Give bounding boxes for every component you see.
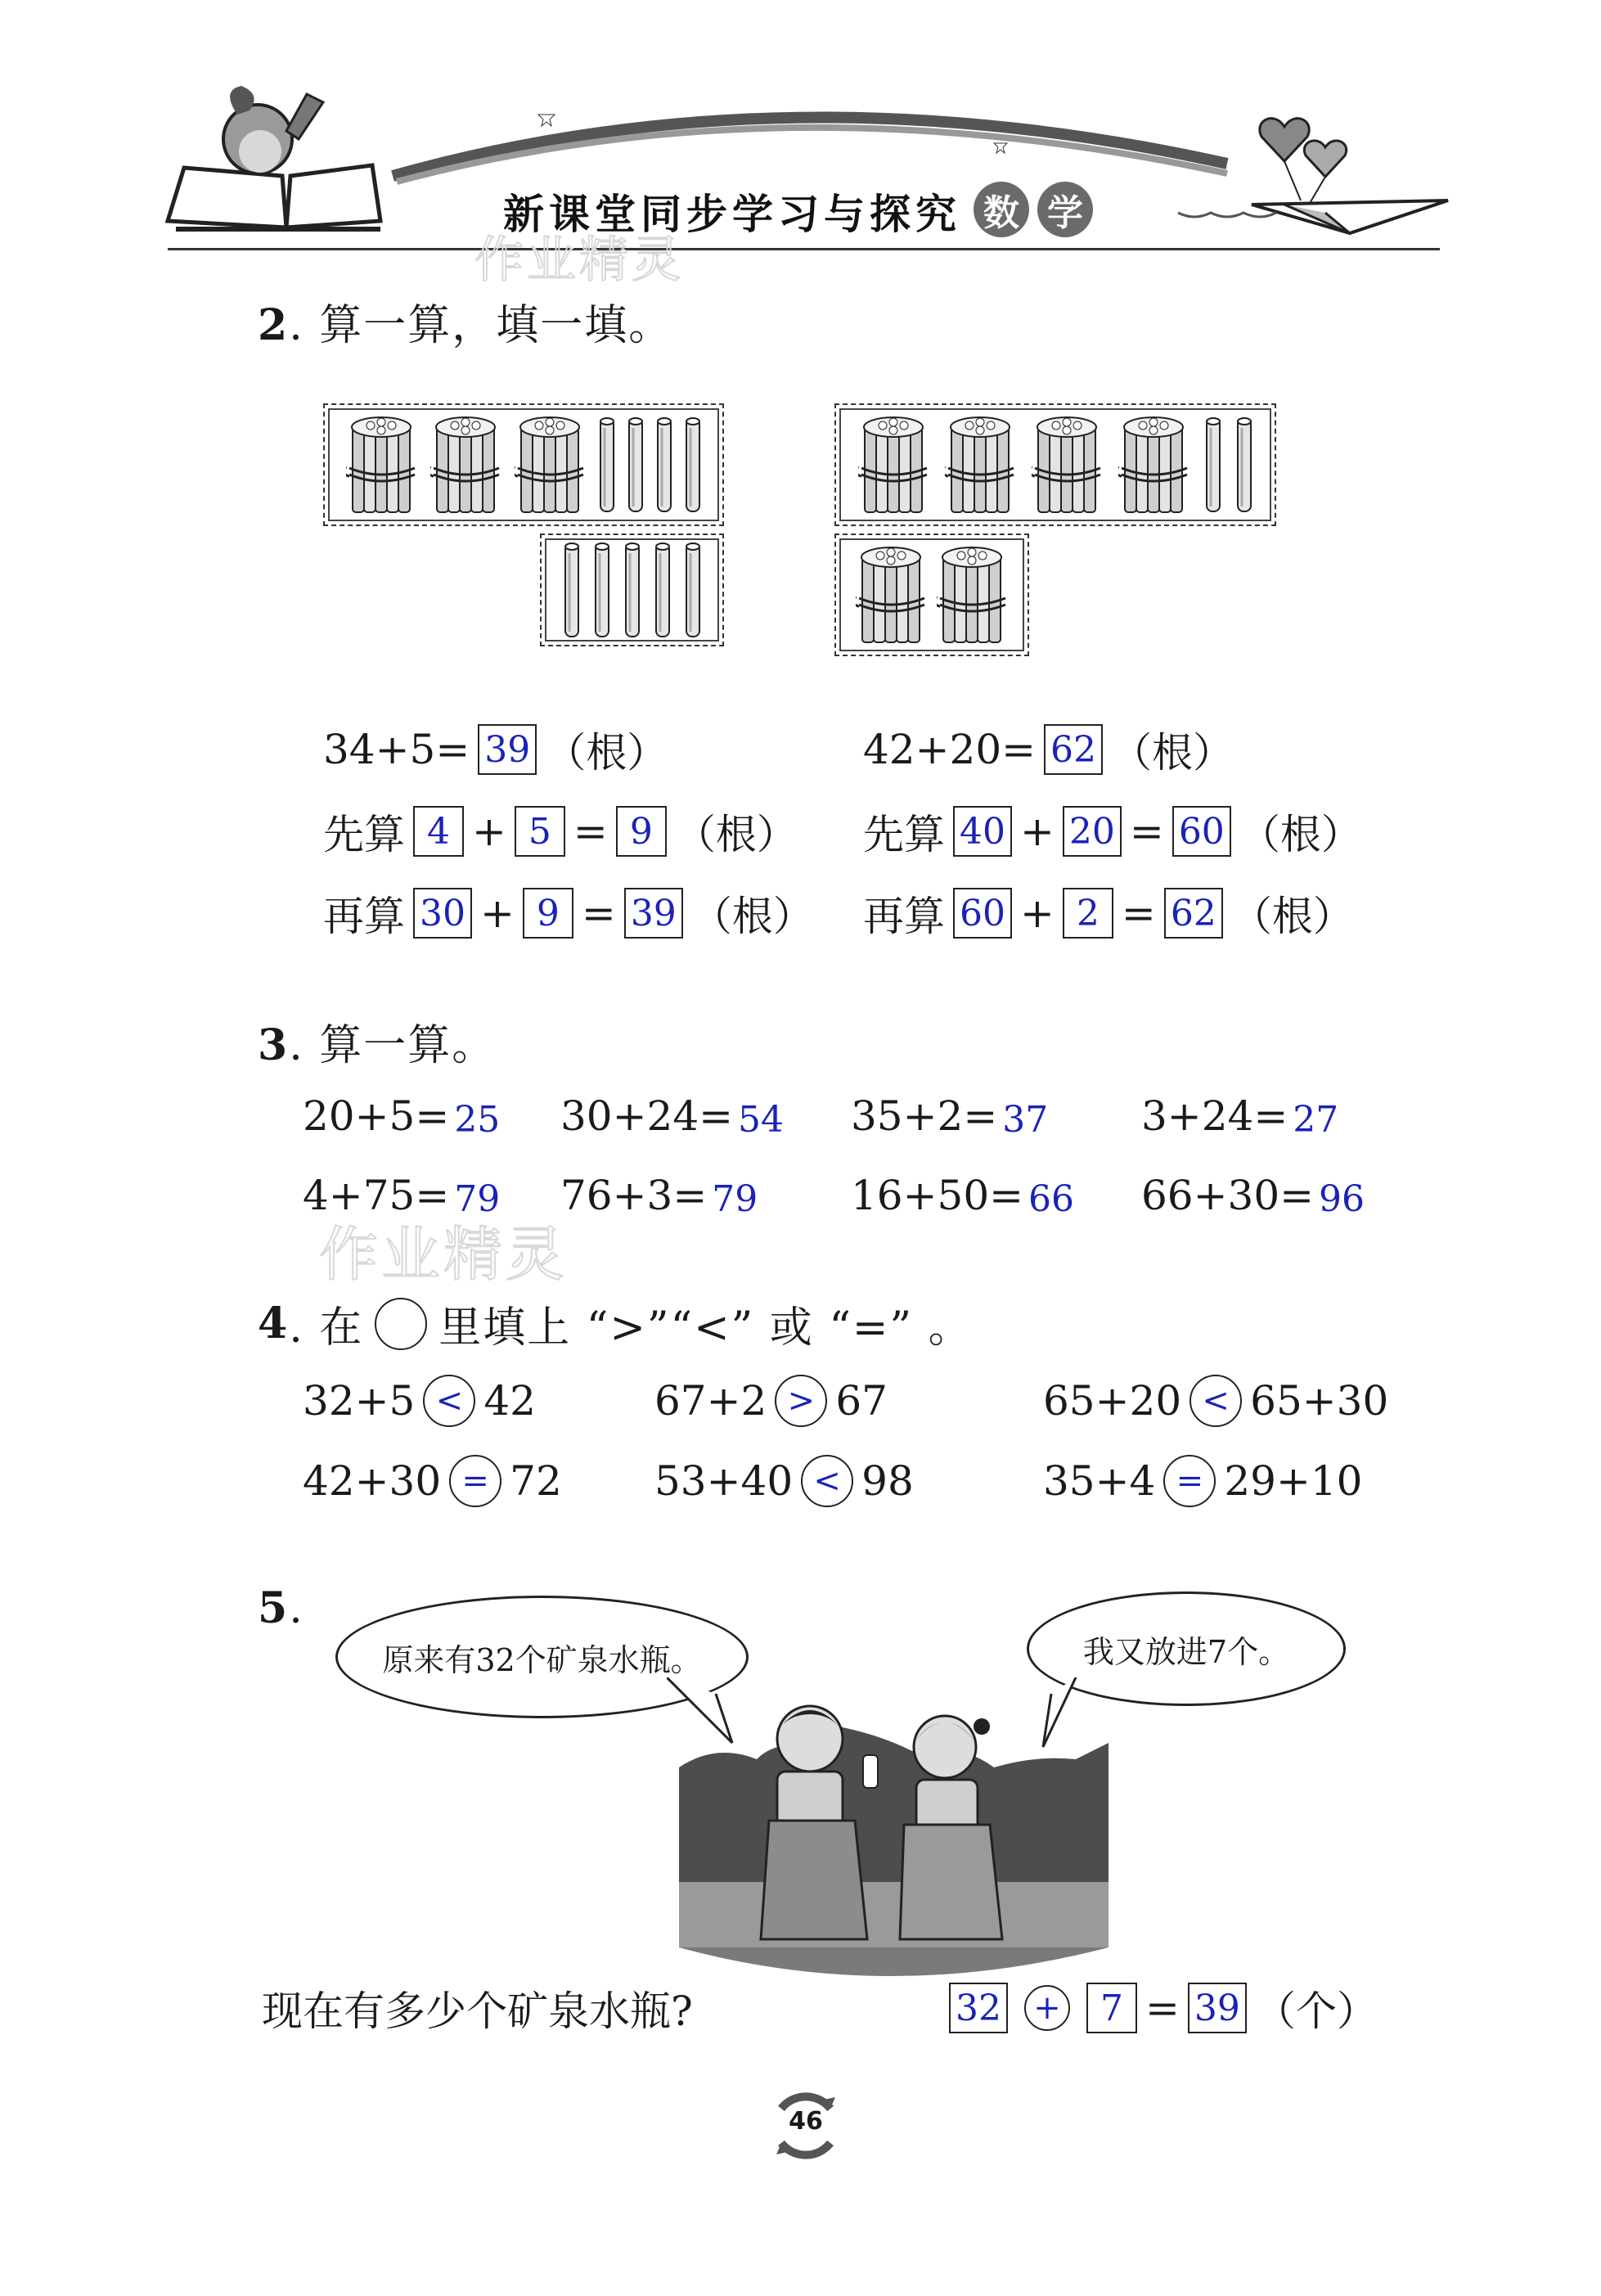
q4-right: 98	[861, 1457, 914, 1505]
watermark: 作业精灵	[474, 232, 684, 289]
single-stick-icon	[624, 542, 641, 638]
answer-box[interactable]: 62	[1164, 888, 1223, 939]
q4-item	[1043, 1375, 1388, 1427]
step-label: 先算	[323, 811, 405, 858]
q4-right: 42	[483, 1377, 536, 1425]
q3-item	[1141, 1172, 1365, 1219]
stick-bundle-icon	[1118, 416, 1190, 514]
header-title: 新课堂同步学习与探究	[503, 190, 961, 238]
q3-expr: 30+24=	[560, 1092, 734, 1140]
q3-item	[560, 1092, 784, 1140]
step-label: 再算	[863, 893, 945, 940]
q2-title-text: . 算一算，填一填。	[289, 301, 673, 350]
q2-right-row3	[863, 884, 1354, 943]
compare-circle[interactable]: =	[449, 1455, 501, 1507]
answer-box[interactable]: 32	[949, 1983, 1008, 2033]
q4-right: 65+30	[1250, 1377, 1389, 1425]
q4-title-pre: . 在	[289, 1303, 364, 1353]
q4-left: 32+5	[303, 1377, 416, 1425]
q2-number: 2	[258, 300, 290, 350]
q4-item	[303, 1375, 536, 1427]
q5-title-text: .	[289, 1584, 304, 1633]
watermark: 作业精灵	[319, 1220, 569, 1289]
answer-box[interactable]: 60	[1172, 806, 1231, 857]
speech-bubble-right: 我又放进7个。	[1027, 1591, 1346, 1706]
answer-box[interactable]: 2	[1063, 888, 1113, 939]
q3-title-text: . 算一算。	[289, 1021, 497, 1070]
step-label: 先算	[863, 811, 945, 858]
q3-answer[interactable]: 96	[1319, 1177, 1365, 1220]
answer-box[interactable]: 9	[523, 888, 573, 939]
single-stick-icon	[654, 542, 671, 638]
page-number: 46	[789, 2107, 823, 2136]
q2-left-row3	[323, 884, 814, 943]
unit-label: （个）	[1254, 1988, 1378, 2035]
single-stick-icon	[564, 542, 580, 638]
q5-question-row	[262, 1979, 693, 2037]
sticks-group-20	[834, 533, 1029, 656]
stick-bundle-icon	[346, 416, 418, 514]
unit-label: （根）	[1230, 893, 1354, 940]
single-stick-icon	[1236, 416, 1252, 513]
q4-item	[654, 1375, 888, 1427]
equals-sign: =	[1121, 889, 1156, 937]
plus-sign: +	[1020, 889, 1055, 937]
q3-answer[interactable]: 27	[1293, 1098, 1339, 1141]
q2-left-row1	[323, 720, 668, 779]
stick-bundle-icon	[945, 416, 1017, 514]
single-stick-icon	[656, 416, 672, 513]
single-stick-icon	[685, 542, 701, 638]
answer-box[interactable]: 5	[515, 806, 565, 857]
q2-right-row1	[863, 720, 1234, 779]
q5-answer-row	[941, 1979, 1378, 2037]
sticks-group-5	[540, 533, 724, 646]
q2-left-row2	[323, 802, 798, 861]
q3-answer[interactable]: 25	[454, 1098, 501, 1141]
q4-item	[303, 1455, 562, 1507]
compare-circle[interactable]: >	[775, 1375, 827, 1427]
compare-circle[interactable]: <	[1190, 1375, 1242, 1427]
q4-item	[654, 1455, 914, 1507]
q4-number: 4	[258, 1299, 290, 1348]
single-stick-icon	[627, 416, 644, 513]
header-divider	[168, 248, 1440, 250]
plus-sign: +	[480, 889, 515, 937]
answer-box[interactable]: 39	[1188, 1983, 1247, 2033]
q4-left: 65+20	[1043, 1377, 1182, 1425]
q3-expr: 3+24=	[1141, 1092, 1288, 1140]
q4-right: 29+10	[1224, 1457, 1363, 1505]
answer-box[interactable]: 7	[1086, 1983, 1137, 2033]
q3-answer[interactable]: 79	[712, 1177, 758, 1220]
answer-box[interactable]: 20	[1063, 806, 1122, 857]
children-illustration	[667, 1677, 1121, 1997]
answer-box[interactable]: 60	[953, 888, 1012, 939]
unit-label: （根）	[1239, 811, 1362, 858]
q3-item	[1141, 1092, 1338, 1140]
q3-number: 3	[258, 1020, 290, 1070]
q4-left: 42+30	[303, 1457, 442, 1505]
answer-box[interactable]: 9	[616, 806, 667, 857]
sticks-group-34	[323, 403, 724, 526]
q4-title-post: 里填上 “>”“<” 或 “=” 。	[438, 1303, 973, 1353]
single-stick-icon	[599, 416, 615, 513]
step-label: 再算	[323, 893, 405, 940]
compare-circle[interactable]: <	[801, 1455, 853, 1507]
equals-sign: =	[573, 808, 608, 855]
sticks-group-42	[834, 403, 1276, 526]
q4-left: 67+2	[654, 1377, 767, 1425]
stick-bundle-icon	[430, 416, 502, 514]
answer-box[interactable]: 30	[413, 888, 472, 939]
single-stick-icon	[685, 416, 701, 513]
q2-right-row2	[863, 802, 1362, 861]
compare-circle[interactable]: <	[423, 1375, 475, 1427]
q3-expr: 66+30=	[1141, 1172, 1315, 1219]
stick-bundle-icon	[856, 546, 928, 644]
stick-bundle-icon	[937, 546, 1009, 644]
q3-answer[interactable]: 79	[454, 1177, 501, 1220]
q3-answer[interactable]: 66	[1028, 1177, 1075, 1220]
subject-badge-1: 数	[974, 182, 1029, 237]
plus-sign: +	[472, 808, 506, 855]
q3-item	[560, 1172, 758, 1219]
q3-expr: 76+3=	[560, 1172, 708, 1219]
q2-left-expr: 34+5=	[323, 726, 470, 773]
answer-box[interactable]: 39	[478, 724, 537, 775]
answer-box[interactable]: 39	[624, 888, 683, 939]
q4-left: 35+4	[1043, 1457, 1156, 1505]
q3-item	[851, 1172, 1074, 1219]
blank-circle-icon	[375, 1298, 427, 1350]
speech-bubble-left: 原来有32个矿泉水瓶。	[335, 1596, 749, 1718]
q3-item	[851, 1092, 1048, 1140]
q4-left: 53+40	[654, 1457, 794, 1505]
equals-sign: =	[581, 889, 616, 937]
q5-title	[258, 1583, 304, 1633]
q4-right: 67	[835, 1377, 888, 1425]
unit-label: （根）	[690, 893, 814, 940]
answer-box[interactable]: 40	[953, 806, 1012, 857]
q5-number: 5	[258, 1583, 290, 1633]
q3-expr: 35+2=	[851, 1092, 998, 1140]
answer-box[interactable]: 62	[1044, 724, 1103, 775]
unit-label: （根）	[545, 729, 668, 777]
q4-title	[258, 1293, 973, 1354]
equals-sign: =	[1145, 1984, 1180, 2032]
q3-answer[interactable]: 37	[1002, 1098, 1049, 1141]
stick-bundle-icon	[515, 416, 587, 514]
compare-circle[interactable]: =	[1163, 1455, 1216, 1507]
equals-sign: =	[1129, 808, 1164, 855]
single-stick-icon	[1205, 416, 1221, 513]
q5-question: 现在有多少个矿泉水瓶?	[262, 1988, 693, 2035]
q3-expr: 20+5=	[303, 1092, 450, 1140]
single-stick-icon	[594, 542, 610, 638]
subject-badge-2: 学	[1037, 182, 1093, 237]
unit-label: （根）	[1111, 729, 1234, 777]
q2-right-expr: 42+20=	[863, 726, 1037, 773]
q4-item	[1043, 1455, 1362, 1507]
plus-sign: +	[1020, 808, 1055, 855]
answer-box[interactable]: 4	[413, 806, 464, 857]
q4-right: 72	[510, 1457, 562, 1505]
unit-label: （根）	[674, 811, 798, 858]
q2-title	[258, 290, 672, 352]
operator-circle[interactable]: +	[1024, 1985, 1070, 2031]
q3-answer[interactable]: 54	[738, 1098, 785, 1141]
stick-bundle-icon	[1032, 416, 1104, 514]
q3-item	[303, 1092, 500, 1140]
q3-title	[258, 1011, 496, 1072]
stick-bundle-icon	[858, 416, 930, 514]
q3-expr: 4+75=	[303, 1172, 450, 1219]
q3-expr: 16+50=	[851, 1172, 1024, 1219]
